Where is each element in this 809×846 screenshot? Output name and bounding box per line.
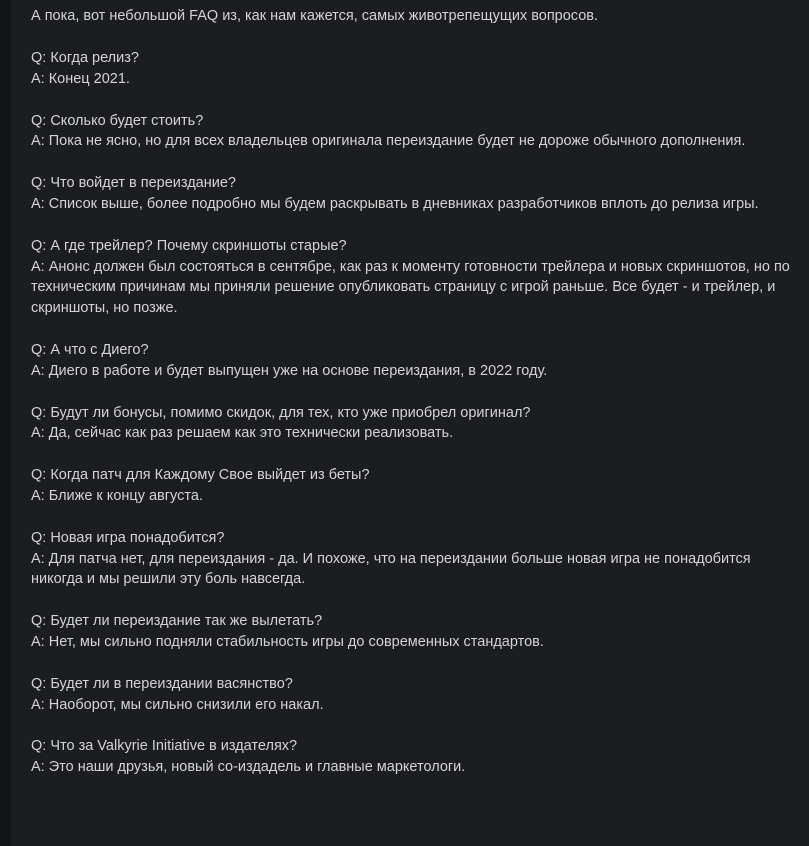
faq-question: Q: Будут ли бонусы, помимо скидок, для тех, кто уже приобрел оригинал? [31,404,531,421]
faq-question: Q: Сколько будет стоить? [31,112,204,129]
faq-answer: A: Анонс должен был состояться в сентябре, как раз к моменту готовности трейлера и новых скриншотов, но по техническим причинам мы приняли решение опубликовать страницу с игрой раньше. Все будет - и трейлер, и скриншоты, но позже. [31,258,790,317]
faq-item [31,236,801,319]
faq-answer: A: Пока не ясно, но для всех владельцев оригинала переиздание будет не дороже обычного дополнения. [31,133,746,150]
intro-text: А пока, вот небольшой FAQ из, как нам кажется, самых животрепещущих вопросов. [31,8,599,24]
faq-item [31,465,801,507]
faq-answer: A: Диего в работе и будет выпущен уже на основе переиздания, в 2022 году. [31,362,548,379]
faq-answer: A: Нет, мы сильно подняли стабильность игры до современных стандартов. [31,633,544,650]
faq-question: Q: Когда релиз? [31,50,139,66]
faq-question: Q: Новая игра понадобится? [31,529,225,546]
faq-question: Q: Что войдет в переиздание? [31,175,236,192]
faq-content [31,0,801,778]
faq-answer: A: Для патча нет, для переиздания - да. И похоже, что на переиздании больше новая игра не понадобится никогда и мы решили эту боль навсегда. [31,550,751,588]
faq-answer: A: Ближе к концу августа. [31,487,203,504]
faq-item [31,611,801,653]
faq-question: Q: А что с Диего? [31,341,149,358]
faq-item [31,528,801,590]
faq-question: Q: Когда патч для Каждому Свое выйдет из беты? [31,467,370,484]
faq-question: Q: Что за Valkyrie Initiative в издателях? [31,738,298,755]
faq-item [31,340,801,382]
faq-item [31,173,801,215]
faq-answer: A: Да, сейчас как раз решаем как это технически реализовать. [31,425,454,442]
faq-item [31,674,801,716]
faq-answer: A: Это наши друзья, новый со-издадель и главные маркетологи. [31,759,466,776]
faq-item [31,736,801,778]
left-edge [0,0,11,846]
faq-answer: A: Список выше, более подробно мы будем раскрывать в дневниках разработчиков вплоть до релиза игры. [31,195,759,212]
faq-item [31,48,801,90]
faq-item [31,111,801,153]
faq-answer: A: Наоборот, мы сильно снизили его накал. [31,696,324,713]
faq-answer: A: Конец 2021. [31,70,130,87]
faq-question: Q: А где трейлер? Почему скриншоты старые? [31,237,347,254]
faq-list [31,48,801,778]
faq-item [31,403,801,445]
faq-question: Q: Будет ли в переиздании васянство? [31,675,293,692]
faq-question: Q: Будет ли переиздание так же вылетать? [31,613,323,630]
